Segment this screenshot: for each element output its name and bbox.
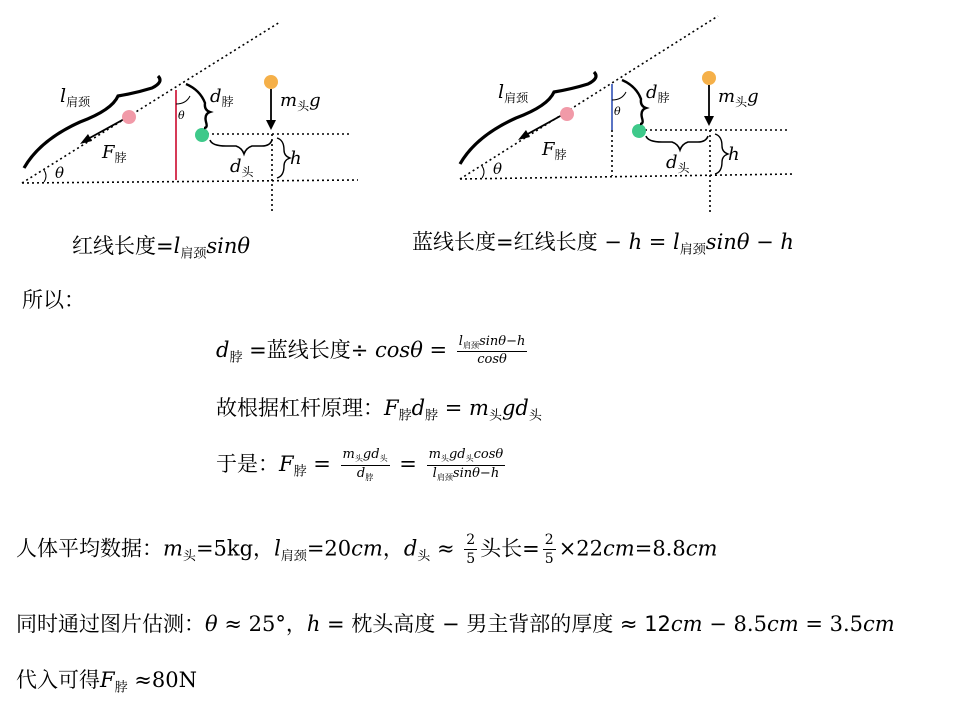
- right-dhead-brace: [646, 136, 708, 150]
- left-big-theta-arc: [44, 170, 46, 182]
- right-h-label: h: [728, 144, 740, 165]
- caption-right-l: l: [673, 230, 680, 254]
- right-green-dot: [632, 124, 646, 138]
- data-fraction-1: $\frac{2}{5}$: [466, 532, 476, 568]
- eq1-cos: cosθ: [375, 338, 423, 362]
- eq3-text: 于是：: [216, 452, 279, 476]
- equation-result: 于是：$F_脖$ = $\frac{m_头gd_头}{d_脖}$ = $\frac{m_头gd_头\cos\theta}{l_{肩颈}\sin\theta-h}$: [216, 447, 504, 482]
- right-pink-dot: [560, 107, 574, 121]
- left-small-theta: θ: [178, 109, 185, 122]
- data-fraction-2: $\frac{2}{5}$: [544, 532, 554, 568]
- left-small-theta-arc: [176, 96, 190, 104]
- caption-left: [72, 230, 250, 262]
- caption-right-h: h: [628, 230, 643, 254]
- right-force-arrow-head: [518, 130, 530, 140]
- right-h-brace: [715, 134, 728, 174]
- eq1-mid: =蓝线长度÷: [242, 338, 376, 362]
- right-diagram: [440, 0, 954, 215]
- left-dneck-label: $d_脖$: [210, 86, 234, 109]
- right-big-theta: θ: [493, 160, 503, 178]
- caption-right-text: 蓝线长度=红线长度: [412, 230, 598, 254]
- right-weight-arrow-head: [704, 116, 714, 126]
- right-F-label: $F_脖$: [542, 139, 567, 162]
- right-l-label: $l_{肩颈}$: [498, 81, 529, 105]
- eq1-eq: =: [422, 338, 454, 362]
- right-small-theta-arc: [612, 92, 626, 100]
- average-data-line: 人体平均数据：$m_头=5kg$，$l_{肩颈}=20cm$，$d_头$ ≈ $\frac{2}{5}$ 头长= $\frac{2}{5}$ ×22cm=8.8cm: [16, 532, 718, 568]
- left-diagram: [0, 0, 470, 215]
- left-mhead-label: $m_头g$: [280, 90, 321, 113]
- left-dhead-brace: [210, 140, 272, 154]
- caption-left-l: l: [173, 234, 181, 258]
- measurement-line: 同时通过图片估测：θ ≈ 25°，h = 枕头高度 − 男主背部的厚度 ≈ 12cm − 8.5cm = 3.5cm: [16, 612, 895, 636]
- right-dneck-label: $d_脖$: [646, 82, 670, 105]
- eq1-d-sub: 脖: [229, 350, 243, 366]
- right-small-theta: θ: [614, 105, 621, 118]
- eq1-d: d: [216, 338, 230, 362]
- right-dhead-label: $d_头$: [666, 152, 690, 175]
- right-neck-brace: [460, 72, 596, 164]
- eq1-fraction: $\frac{l_{肩颈}\sin\theta-h}{\cos\theta}$: [458, 333, 526, 367]
- right-big-theta-arc: [482, 166, 484, 178]
- right-orange-dot: [702, 71, 716, 85]
- equation-lever: 故根据杠杆原理：$F_脖d_脖 = m_头gd_头$: [216, 396, 542, 424]
- caption-right-eq: =: [642, 230, 674, 254]
- left-pink-dot: [122, 110, 136, 124]
- left-dhead-label: $d_头$: [230, 156, 254, 179]
- left-neck-brace: [24, 76, 160, 168]
- left-green-dot: [195, 128, 209, 142]
- caption-left-tail: sinθ: [206, 234, 251, 258]
- left-force-arrow: [86, 118, 126, 140]
- caption-right-tail: sinθ − h: [705, 230, 794, 254]
- caption-right-minus: −: [597, 230, 629, 254]
- right-force-arrow: [524, 114, 564, 136]
- caption-left-text: 红线长度=: [72, 234, 174, 258]
- left-l-label: $l_{肩颈}$: [60, 85, 91, 109]
- caption-right: [412, 226, 794, 258]
- left-weight-arrow-head: [266, 120, 276, 130]
- final-result-line: 代入可得$F_脖 \approx 80N$: [16, 668, 197, 696]
- left-big-theta: θ: [55, 164, 65, 182]
- left-dneck-brace: [186, 84, 210, 128]
- left-orange-dot: [264, 75, 278, 89]
- left-ground-dotted-line: [22, 180, 358, 183]
- equation-d-neck: [216, 334, 530, 368]
- left-h-brace: [277, 138, 290, 178]
- left-F-label: $F_脖$: [102, 142, 127, 165]
- eq3-fraction-1: $\frac{m_头gd_头}{d_脖}$: [342, 447, 388, 482]
- right-dneck-brace: [622, 80, 646, 124]
- right-ground-dotted-line: [460, 174, 794, 179]
- caption-left-l-sub: 肩颈: [180, 246, 207, 262]
- left-h-label: h: [290, 148, 302, 169]
- eq2-text: 故根据杠杆原理：: [216, 396, 384, 420]
- caption-right-l-sub: 肩颈: [679, 242, 706, 258]
- eq3-fraction-2: $\frac{m_头gd_头\cos\theta}{l_{肩颈}\sin\theta-h}$: [428, 447, 504, 482]
- so-label: 所以：: [22, 288, 85, 312]
- right-mhead-label: $m_头g$: [718, 86, 759, 109]
- left-force-arrow-head: [80, 134, 92, 144]
